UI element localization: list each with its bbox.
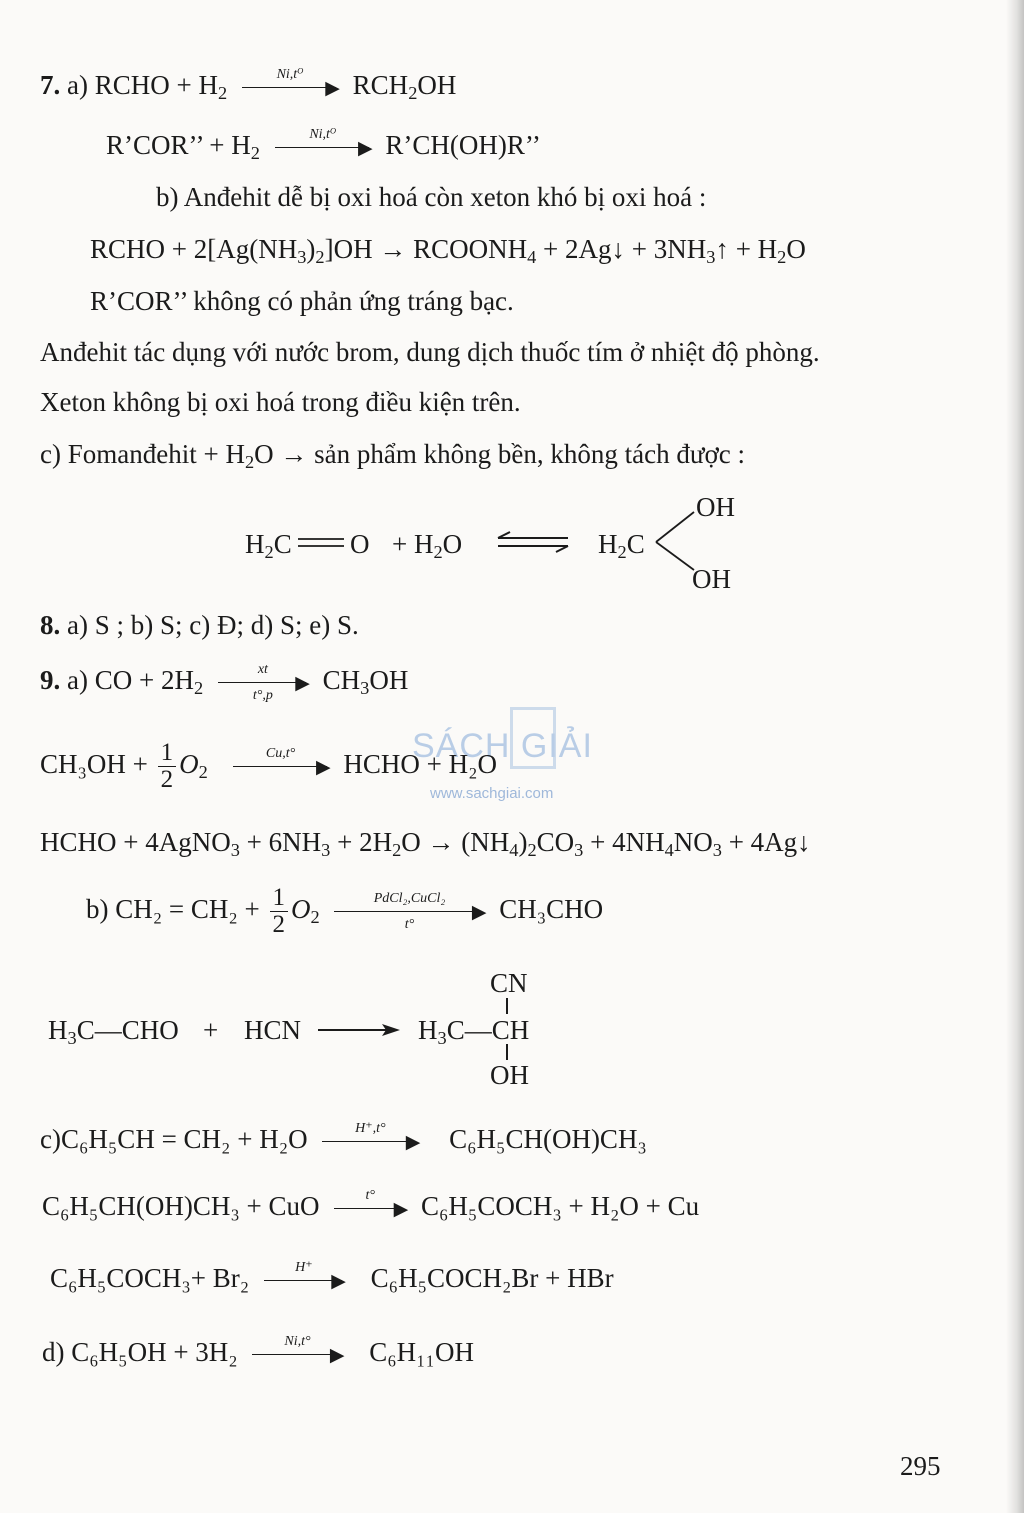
q9-a1-rhs-sub: 3 xyxy=(360,678,370,699)
q9-a1-lhs: a) CO + 2H xyxy=(60,665,194,695)
reaction-arrow: $Ni,t^O$ ▶ xyxy=(242,78,338,98)
struct-c: C xyxy=(273,529,292,559)
struct-product-carbon xyxy=(598,529,645,563)
arrow-condition-below: t° xyxy=(404,916,415,932)
arrow-condition-sup: O xyxy=(297,66,304,76)
q8-text: a) S ; b) S; c) Đ; d) S; e) S. xyxy=(60,610,359,640)
struct-h: H xyxy=(598,529,618,559)
q9-number: 9. xyxy=(40,665,61,695)
q9-c-equation-1 xyxy=(40,1120,647,1154)
q9-b-equation-1 xyxy=(86,885,603,939)
q9-b1-rhs: CH₃CHO xyxy=(499,893,604,924)
q9-a1-rhs-tail: OH xyxy=(369,665,409,695)
oxygen: O xyxy=(291,893,311,924)
reaction-arrow: Ni,t° ▶ xyxy=(252,1345,342,1365)
q7-a1-rhs-tail: OH xyxy=(417,70,457,100)
struct-h-sub: 3 xyxy=(437,1028,447,1049)
q9-c2-lhs: C₆H₅CH(OH)CH₃ + CuO xyxy=(42,1191,320,1221)
arrow-condition: PdCl₂,CuCl₂ xyxy=(373,890,446,906)
q9-c1-rhs: C₆H₅CH(OH)CH₃ xyxy=(449,1124,647,1154)
vertical-bonds-icon xyxy=(504,996,510,1066)
q9-d1-rhs: C₆H₁₁OH xyxy=(369,1337,474,1367)
q9-c3-lhs: C₆H₅COCH₃+ Br₂ xyxy=(50,1263,250,1293)
q7-b-line-2: Xeton không bị oxi hoá trong điều kiện trên. xyxy=(40,387,521,417)
q9-a2-rhs: HCHO + H₂O xyxy=(343,748,497,779)
arrow-condition: xt xyxy=(257,661,268,677)
reaction-arrow-icon xyxy=(316,1020,402,1040)
reaction-arrow: H⁺ ▶ xyxy=(264,1271,344,1291)
q9-d-equation xyxy=(42,1333,474,1367)
struct-h-sub: 3 xyxy=(67,1028,77,1049)
q9-c1-lhs: c)C₆H₅CH = CH₂ + H₂O xyxy=(40,1124,308,1154)
q9-c-equation-3 xyxy=(50,1259,614,1293)
oxygen: O xyxy=(179,748,199,779)
q9-a2-lhs: CH₃OH + xyxy=(40,748,148,779)
struct-oh-group: OH xyxy=(490,1060,529,1090)
arrow-condition-sup: O xyxy=(329,126,336,136)
fraction-denominator: 2 xyxy=(272,911,286,939)
struct-h2o-o: O xyxy=(442,529,463,559)
equilibrium-arrow-icon xyxy=(494,531,572,553)
q9-c3-rhs: C₆H₅COCH₂Br + HBr xyxy=(370,1263,614,1293)
q7-b-line-1: Anđehit tác dụng với nước brom, dung dịch thuốc tím ở nhiệt độ phòng. xyxy=(40,337,820,367)
reaction-arrow: xt ▶ t°,p xyxy=(218,673,308,693)
struct-oh-top: OH xyxy=(696,492,735,522)
q7-c-text: c) Fomanđehit + $H_2O$ → sản phẩm không bền, không tách được : xyxy=(40,439,745,473)
q9-a-equation-2 xyxy=(40,740,497,794)
watermark-url: www.sachgiai.com xyxy=(430,785,554,802)
struct-h: H xyxy=(418,1015,438,1045)
q7-a-equation-1 xyxy=(40,66,457,104)
fraction-one-half xyxy=(270,885,289,939)
struct-h: H xyxy=(245,529,265,559)
fraction-denominator: 2 xyxy=(160,766,174,794)
reaction-arrow: H⁺,t° ▶ xyxy=(322,1132,418,1152)
q9-b2-product xyxy=(418,1015,530,1049)
q7-number: 7. xyxy=(40,70,61,100)
q9-a1-rhs: CH xyxy=(322,665,361,695)
q9-b2-plus: + xyxy=(203,1015,219,1045)
arrow-condition: Ni,t xyxy=(276,66,298,82)
q9-d1-lhs: d) C₆H₅OH + 3H₂ xyxy=(42,1337,238,1367)
arrow-condition: t° xyxy=(365,1187,375,1203)
reaction-arrow: t° ▶ xyxy=(334,1199,406,1219)
q7-a2-lhs: R’COR’’ + H xyxy=(106,130,251,160)
arrow-condition: H⁺ xyxy=(295,1259,313,1275)
oxygen-sub: 2 xyxy=(310,907,320,928)
page-edge-shadow xyxy=(1006,0,1024,1513)
q9-c-equation-2 xyxy=(42,1187,700,1221)
q9-a-equation-1 xyxy=(40,661,409,703)
struct-oh-bottom: OH xyxy=(692,564,731,594)
arrow-condition: Ni,t xyxy=(309,126,330,142)
oxygen-sub: 2 xyxy=(198,762,208,783)
struct-c-cho: C—CHO xyxy=(76,1015,179,1045)
q7-a1-rhs-sub: 2 xyxy=(408,83,418,104)
q7-b-equation: RCHO + $2[Ag(NH_3)_2]OH$ → $RCOONH_4$ + 2Ag↓ + $3NH_3↑ + H_2O$ xyxy=(90,234,806,268)
q9-a-equation-3: HCHO + 4AgNO$_3$ + $6NH_3 + 2H_2O \to (NH_4)_2CO_3 + 4NH_4NO_3$ + 4Ag↓ xyxy=(40,827,811,861)
fraction-one-half xyxy=(158,740,177,794)
struct-oxygen: O xyxy=(350,529,370,559)
arrow-condition: Ni,t° xyxy=(284,1333,311,1349)
fraction-numerator: 1 xyxy=(270,885,289,912)
q9-b2-hcn: HCN xyxy=(244,1015,302,1045)
q7-a2-lhs-sub: 2 xyxy=(250,143,260,164)
q9-b2-reactant xyxy=(48,1015,179,1049)
q8-number: 8. xyxy=(40,610,61,640)
q7-a1-lhs: a) RCHO + H xyxy=(67,70,218,100)
q9-a1-lhs-sub: 2 xyxy=(193,678,204,699)
q7-a1-rhs: RCH xyxy=(352,70,409,100)
q7-a1-lhs-sub: 2 xyxy=(217,83,228,104)
arrow-condition: H⁺,t° xyxy=(355,1120,386,1136)
reaction-arrow: Cu,t° ▶ xyxy=(233,757,329,777)
q7-b-text: b) Anđehit dễ bị oxi hoá còn xeton khó bị oxi hoá : xyxy=(156,182,707,212)
struct-h-sub: 2 xyxy=(264,542,274,563)
fraction-numerator: 1 xyxy=(158,740,177,767)
reaction-arrow: PdCl₂,CuCl₂ ▶ t° xyxy=(334,902,484,922)
struct-h: H xyxy=(48,1015,68,1045)
struct-plus-water xyxy=(392,529,463,563)
struct-h-sub: 2 xyxy=(617,542,627,563)
struct-plus-h: + H xyxy=(392,529,434,559)
struct-c: C xyxy=(626,529,645,559)
struct-c-ch: C—CH xyxy=(446,1015,530,1045)
q7-c-structure-left xyxy=(245,529,292,563)
q9-b1-lhs: b) CH₂ = CH₂ + xyxy=(86,893,260,924)
q7-a2-rhs: R’CH(OH)R’’ xyxy=(385,130,541,160)
q7-a-equation-2 xyxy=(106,126,541,164)
q7-b-no-reaction: R’COR’’ không có phản ứng tráng bạc. xyxy=(90,286,514,316)
page-number: 295 xyxy=(900,1451,941,1481)
struct-cn-group: CN xyxy=(490,968,528,998)
struct-h2o-sub: 2 xyxy=(433,542,443,563)
arrow-condition-below: t°,p xyxy=(252,687,273,703)
q9-c2-rhs: C₆H₅COCH₃ + H₂O + Cu xyxy=(420,1191,700,1221)
arrow-condition: Cu,t° xyxy=(265,745,296,761)
double-bond-icon xyxy=(296,536,346,550)
watermark-brand: SÁCH GIẢI xyxy=(412,727,593,765)
reaction-arrow: $Ni,t^O$ ▶ xyxy=(275,138,371,158)
q8-line xyxy=(40,612,359,639)
